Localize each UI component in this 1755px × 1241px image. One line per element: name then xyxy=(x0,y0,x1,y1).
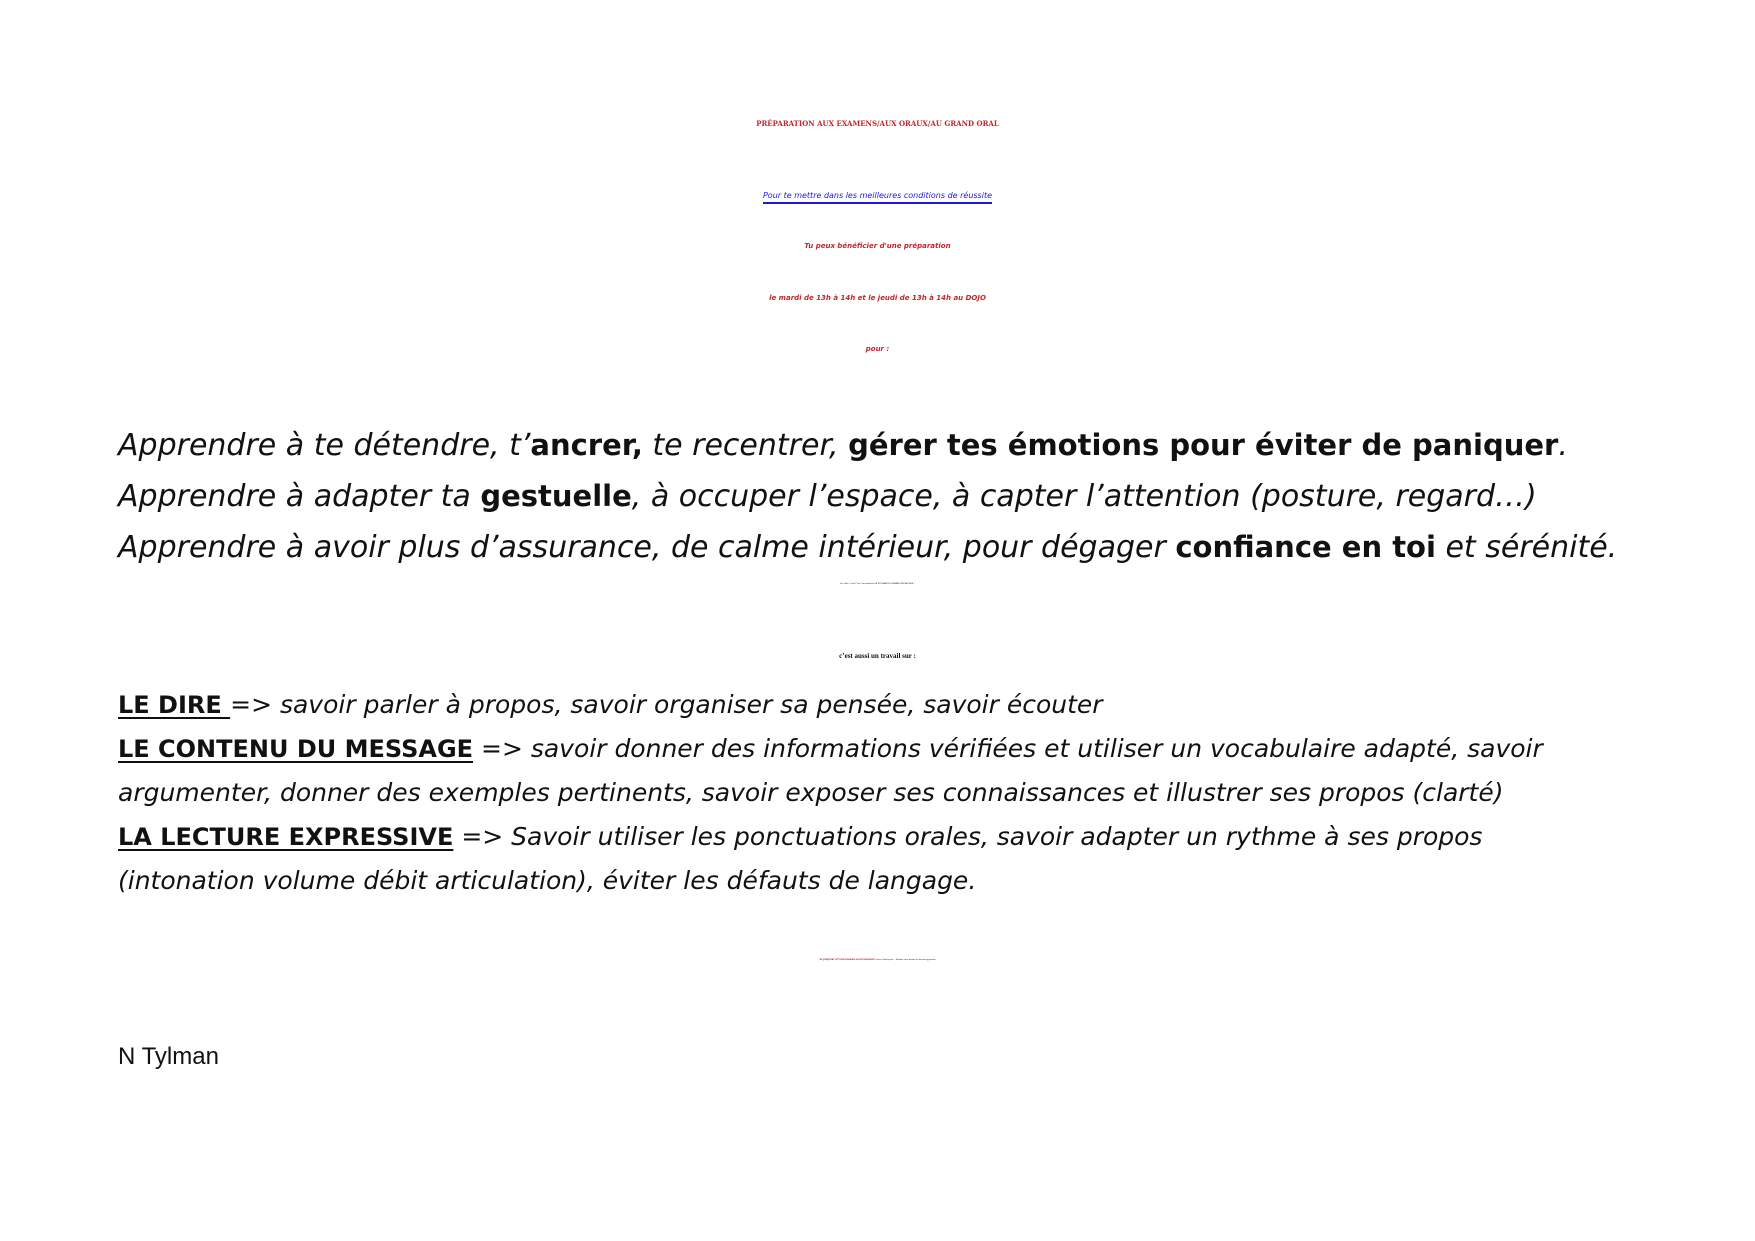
subtitle-line xyxy=(0,191,1755,200)
benefit-line: Tu peux bénéficier d'une préparation xyxy=(804,242,951,250)
work-item-contenu xyxy=(118,734,1543,763)
objective-text: , à occuper l’espace, à capter l’attention (posture, regard…) xyxy=(631,479,1537,514)
work-item-key: LE DIRE xyxy=(118,691,231,719)
call-to-action xyxy=(0,957,1755,961)
work-section-title: c’est aussi un travail sur : xyxy=(839,652,916,660)
note-line: En effet, l’oral C’est l’acceptation DE SOI DANS LE REGARD DES AUTRES ! xyxy=(840,583,915,585)
objective-text: Apprendre à te détendre, t’ xyxy=(118,428,531,463)
schedule-line: le mardi de 13h à 14h et le jeudi de 13h à 14h au DOJO xyxy=(769,294,986,302)
cta-serif-text: Se préparer à l’oral xyxy=(819,957,846,961)
pour-line: pour : xyxy=(865,345,890,353)
work-item-contenu-continuation: argumenter, donner des exemples pertinents, savoir exposer ses connaissances et illustrer ses propos (clarté) xyxy=(118,778,1504,807)
subtitle-text: Pour te mettre dans les meilleures conditions de réussite xyxy=(762,191,993,200)
work-item-dire xyxy=(118,690,1103,719)
work-item-text: => Savoir utiliser les ponctuations orales, savoir adapter un rythme à ses propos xyxy=(453,822,1483,851)
work-item-text: => savoir parler à propos, savoir organiser sa pensée, savoir écouter xyxy=(230,690,1103,719)
work-item-text: => savoir donner des informations vérifiées et utiliser un vocabulaire adapté, savoir xyxy=(473,734,1543,763)
work-item-key: LA LECTURE EXPRESSIVE xyxy=(118,823,454,851)
objective-line-2 xyxy=(118,479,1537,514)
objective-text: Apprendre à adapter ta xyxy=(118,479,481,514)
objective-bold: gérer tes émotions pour éviter de paniquer xyxy=(848,428,1559,462)
objective-bold: confiance en toi xyxy=(1175,530,1436,564)
page-title: PRÉPARATION AUX EXAMENS/AUX ORAUX/AU GRAND ORAL xyxy=(756,119,999,128)
work-item-lecture-continuation: (intonation volume débit articulation), éviter les défauts de langage. xyxy=(118,866,977,895)
objective-text: te recentrer, xyxy=(642,428,849,463)
objective-text: . xyxy=(1558,428,1568,463)
author-name: N Tylman xyxy=(118,1043,219,1070)
work-item-lecture xyxy=(118,822,1482,851)
objective-line-1 xyxy=(118,428,1568,463)
objective-bold: ancrer, xyxy=(530,428,643,462)
objective-text: Apprendre à avoir plus d’assurance, de calme intérieur, pour dégager xyxy=(118,530,1176,565)
objective-text: et sérénité. xyxy=(1435,530,1618,565)
cta-sans-text: DEMANDE UN ENTRAÎNEMENT, alors n’hésite pas…. Rendez vous devant le nouveau gymnase xyxy=(845,959,936,961)
work-item-key: LE CONTENU DU MESSAGE xyxy=(118,735,474,763)
objective-line-3 xyxy=(118,530,1617,565)
objective-bold: gestuelle xyxy=(480,479,632,513)
